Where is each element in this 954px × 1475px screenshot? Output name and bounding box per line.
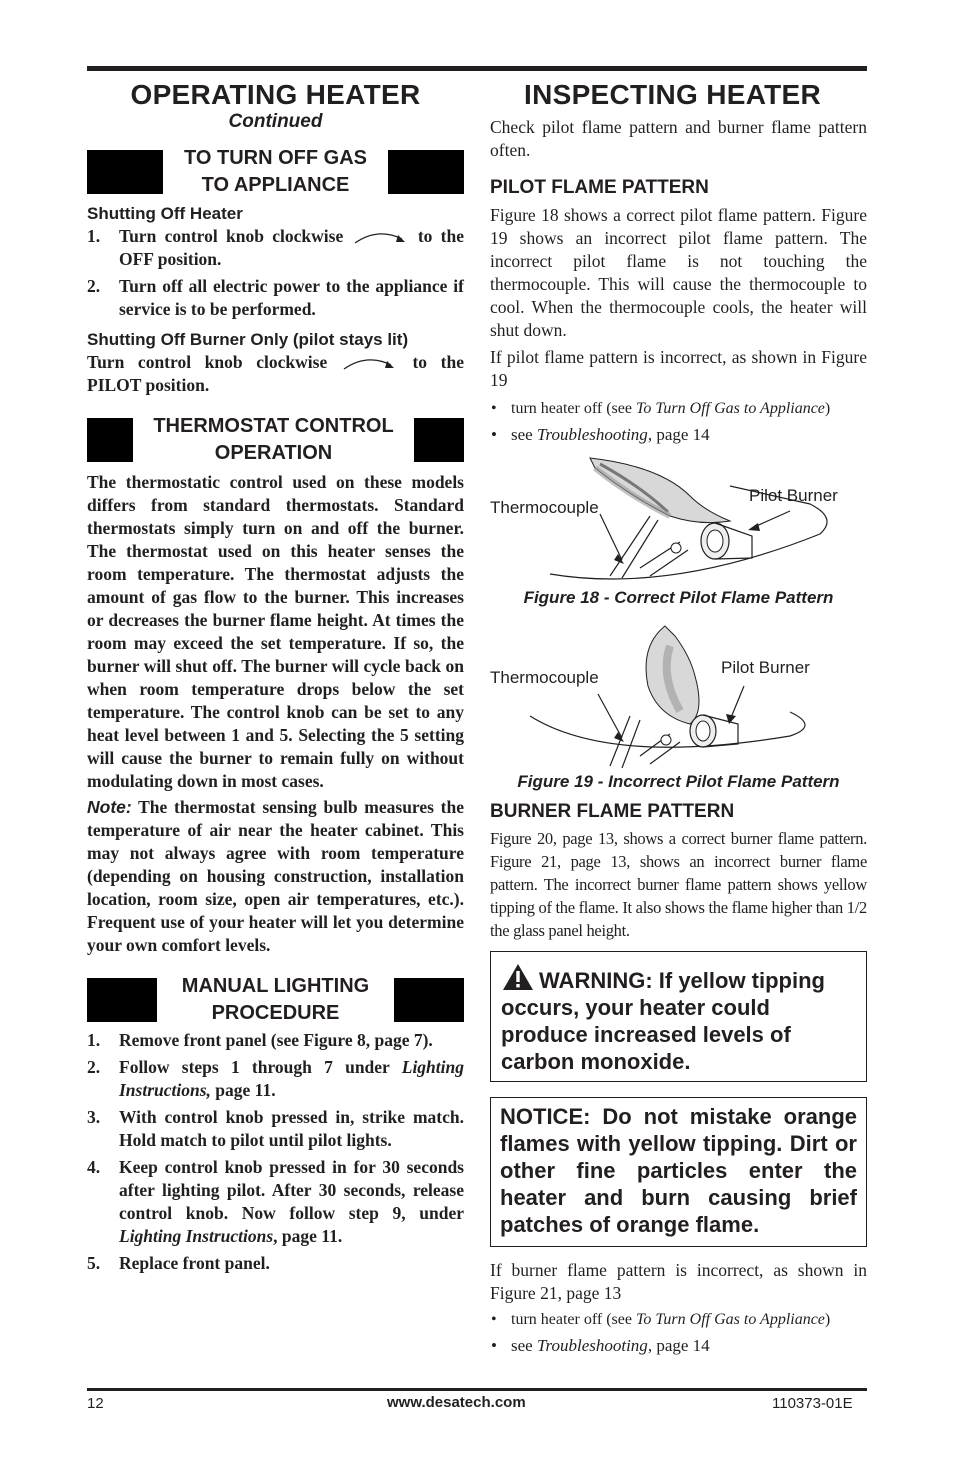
warning-triangle-icon [501,962,535,992]
incorrect-pilot-flame-illustration [490,616,867,772]
step-text: With control knob pressed in, strike match. Hold match to pilot until pilot lights. [119,1107,464,1150]
page-number: 12 [87,1395,104,1412]
pilot-bullets [490,396,867,448]
clockwise-arrow-icon [352,229,410,247]
step-text: Follow steps 1 through 7 under [119,1057,402,1077]
notice-box [490,1097,867,1247]
title-line: MANUAL LIGHTING [181,975,370,997]
turn-off-gas-banner [87,145,464,199]
banner-block-left [87,978,157,1022]
bullet-text: ) [824,1311,831,1328]
title-line: PROCEDURE [211,1002,340,1024]
list-item [87,1252,464,1275]
step-ref: Lighting Instructions [119,1226,274,1246]
burner-flame-heading: BURNER FLAME PATTERN [490,801,735,822]
bullet-text: ) [824,400,831,417]
manual-lighting-title [157,973,394,1027]
banner-block-right [388,150,464,194]
step-text: page 11. [210,1080,276,1100]
bullet-text: turn heater off (see [511,1311,636,1328]
list-item [87,1056,464,1102]
banner-block-right [394,978,464,1022]
list-item [490,1307,867,1333]
left-column [87,78,464,1279]
burner-paragraph: Figure 20, page 13, shows a correct burner flame pattern. Figure 21, page 13, shows an incorrect burner flame pattern. The incorrect burner flame pattern shows yellow tipping of the flame. It also shows the flame higher than 1/2 the glass panel height. [490,829,867,940]
step-text: to the OFF position. [119,226,465,269]
step-text: Turn off all electric power to the appliance if service is to be performed. [119,276,464,319]
pilot-burner-label: Pilot Burner [721,658,810,677]
bullet-ref: Troubleshooting [536,1336,648,1355]
operating-heater-title: OPERATING HEATER [130,79,421,110]
thermostat-banner [87,413,464,467]
bullet-text: , page 14 [647,425,710,444]
pilot-flame-heading: PILOT FLAME PATTERN [490,177,709,198]
after-bullets [490,1307,867,1359]
pilot-paragraph-1: Figure 18 shows a correct pilot flame pattern. Figure 19 shows an incorrect pilot flame pattern. The incorrect pilot flame is not touching the thermocouple. This will cause the thermocouple to cool. When the thermocouple cools, the heater will shut down. [490,205,867,340]
bullet-ref: Troubleshooting [536,425,648,444]
thermocouple-label: Thermocouple [490,668,599,687]
warning-message: WARNING: If yellow tipping occurs, your heater could produce increased levels of carbon monoxide. [501,968,825,1074]
list-item [87,225,464,271]
banner-block-right [414,418,464,462]
clockwise-arrow-icon [341,355,399,373]
step-number: 3. [87,1107,101,1127]
right-column [490,78,867,1359]
list-item [490,1333,867,1359]
bullet-ref: To Turn Off Gas to Appliance [635,1311,825,1328]
step-text: Turn control knob clockwise [119,226,344,246]
list-item [87,1029,464,1052]
step-ref: Lighting Instructions, [119,1057,464,1100]
burner-text: Turn control knob clockwise [87,352,328,372]
step-text: Remove front panel (see Figure 8, page 7). [119,1030,433,1050]
thermostat-body: The thermostatic control used on these models differs from standard thermostats. Standard thermostats simply turn on and off the burner. The thermostat used on this heater senses the room temperature. The thermostat adjusts the amount of gas flow to the burner. This increases or decreases the burner flame height. At times the room may exceed the set temperature. If so, the burner will shut off. The burner will cycle back on when room temperature drops below the set temperature. The control knob can be set to any heat level between 1 and 5. Selecting the 5 setting will cause the burner to remain fully on without modulating down in most cases. [87,472,464,791]
step-number: 2. [87,1057,101,1077]
list-item [87,1106,464,1152]
note-label: Note: [87,797,132,817]
step-number: 1. [87,1030,101,1050]
shutting-off-burner-heading: Shutting Off Burner Only (pilot stays lit) [87,330,409,349]
step-text: Keep control knob pressed in for 30 seconds after lighting pilot. After 30 seconds, release control knob. Now follow step 9, under [119,1157,464,1223]
continued-label: Continued [228,111,323,132]
list-item [87,1156,464,1248]
warning-box [490,951,867,1082]
intro-text: Check pilot flame pattern and burner flame pattern often. [490,117,867,160]
list-item [490,396,867,422]
title-line: OPERATION [214,442,333,464]
shutting-off-heater-heading: Shutting Off Heater [87,204,243,223]
inspecting-heater-title: INSPECTING HEATER [524,79,822,110]
top-rule [87,66,867,71]
step-number: 1. [87,226,101,246]
thermostat-title [133,413,414,467]
shutoff-steps [87,225,464,321]
bullet-text: , page 14 [647,1336,710,1355]
bullet-text: turn heater off (see [511,400,636,417]
note-text: The thermostat sensing bulb measures the temperature of air near the heater cabinet. This may not always agree with room temperature (depending on housing construction, installation location, room size, open air temperatures, etc.). Frequent use of your heater will let you determine your own comfort levels. [87,797,464,955]
title-line: THERMOSTAT CONTROL [153,415,394,437]
bullet-text: see [511,1336,537,1355]
step-number: 2. [87,276,101,296]
warning-text [501,962,856,1075]
step-text: , page 11. [273,1226,343,1246]
step-number: 5. [87,1253,101,1273]
bottom-rule [87,1388,867,1391]
turn-off-gas-title [163,145,388,199]
after-paragraph: If burner flame pattern is incorrect, as shown in Figure 21, page 13 [490,1260,867,1303]
list-item [87,275,464,321]
figure-19-caption: Figure 19 - Incorrect Pilot Flame Pattern [517,772,840,791]
banner-block-left [87,418,133,462]
title-line: TO TURN OFF GAS [184,147,367,169]
list-item [490,422,867,448]
document-code: 110373-01E [772,1395,853,1412]
step-number: 4. [87,1157,101,1177]
notice-message: NOTICE: Do not mistake orange flames with yellow tipping. Dirt or other fine particles enter the heater and burn causing brief patches of orange flame. [500,1104,857,1237]
pilot-paragraph-2: If pilot flame pattern is incorrect, as shown in Figure 19 [490,347,867,390]
thermostat-note [87,796,464,957]
pilot-burner-label: Pilot Burner [749,486,838,505]
figure-18 [490,456,867,584]
bullet-ref: To Turn Off Gas to Appliance [635,400,825,417]
burner-text: to the PILOT position. [87,352,464,395]
bullet-text: see [511,425,537,444]
figure-18-caption: Figure 18 - Correct Pilot Flame Pattern [523,588,834,607]
website-link[interactable]: www.desatech.com [387,1394,526,1411]
title-line: TO APPLIANCE [201,174,350,196]
manual-lighting-steps [87,1029,464,1275]
figure-19 [490,616,867,772]
step-text: Replace front panel. [119,1253,270,1273]
correct-pilot-flame-illustration [490,456,867,584]
manual-lighting-banner [87,973,464,1027]
burner-only-text [87,351,464,397]
thermocouple-label: Thermocouple [490,498,599,517]
banner-block-left [87,150,163,194]
